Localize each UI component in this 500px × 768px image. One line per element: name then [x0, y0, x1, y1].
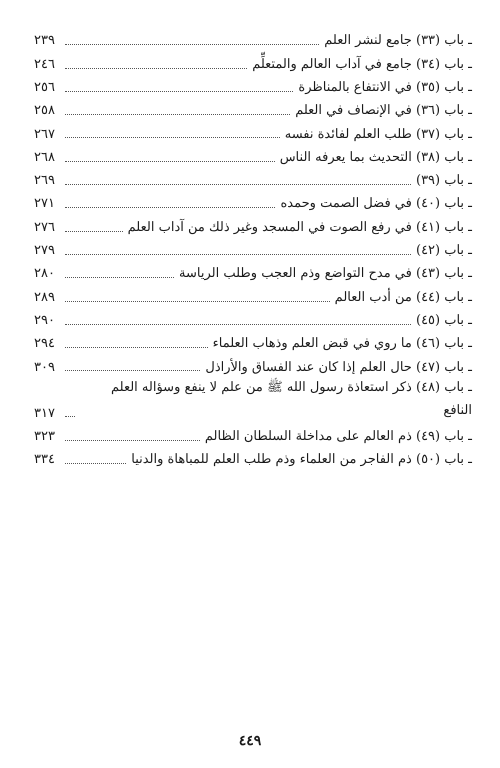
dot-leader [65, 254, 411, 255]
toc-entry-page: ٣٠٩ [34, 359, 55, 375]
toc-entry-title: ـ باب (٤٣) في مدح التواضع وذم العجب وطلب الرياسة [179, 266, 472, 282]
toc-entry [34, 49, 472, 72]
dot-leader [65, 207, 275, 208]
toc-entry [34, 73, 472, 96]
table-of-contents [34, 26, 472, 468]
toc-entry-page: ٢٥٦ [34, 79, 55, 95]
toc-entry-title: ـ باب (٣٧) طلب العلم لفائدة نفسه [284, 126, 472, 142]
dot-leader [65, 231, 123, 232]
toc-entry-title: ـ باب (٣٤) جامع في آداب العالم والمتعلِّم [252, 56, 472, 72]
dot-leader [65, 161, 275, 162]
toc-entry-page: ٢٨٩ [34, 289, 55, 305]
toc-entry-title: ـ باب (٣٣) جامع لنشر العلم [324, 33, 472, 49]
toc-entry-page: ٢٧١ [34, 196, 55, 212]
toc-entry-page: ٢٧٦ [34, 219, 55, 235]
toc-entry [34, 259, 472, 282]
dot-leader [65, 370, 200, 371]
toc-entry [34, 189, 472, 212]
toc-entry-page: ٣٢٣ [34, 428, 55, 444]
toc-entry-title: ـ باب (٤٢) [415, 243, 472, 259]
dot-leader [65, 184, 411, 185]
toc-entry [34, 236, 472, 259]
dot-leader [65, 324, 411, 325]
toc-entry-page: ٢٦٨ [34, 149, 55, 165]
toc-entry-page: ٢٣٩ [34, 33, 55, 49]
dot-leader [65, 68, 247, 69]
toc-entry [34, 142, 472, 165]
toc-entry [34, 26, 472, 49]
toc-entry [34, 306, 472, 329]
dot-leader [65, 277, 174, 278]
toc-entry [34, 445, 472, 468]
toc-entry [34, 166, 472, 189]
toc-entry [34, 375, 472, 421]
page-number: ٤٤٩ [238, 733, 262, 749]
toc-entry [34, 329, 472, 352]
toc-entry-page: ٢٧٩ [34, 243, 55, 259]
toc-entry-title: ـ باب (٤٩) ذم العالم على مداخلة السلطان الظالم [204, 428, 472, 444]
toc-entry-title: ـ باب (٣٩) [415, 173, 472, 189]
dot-leader [65, 114, 290, 115]
toc-entry [34, 212, 472, 235]
dot-leader [65, 301, 330, 302]
toc-entry [34, 421, 472, 444]
toc-entry-page: ٢٩٠ [34, 312, 55, 328]
toc-entry-page: ٢٨٠ [34, 266, 55, 282]
toc-entry-title: ـ باب (٤١) في رفع الصوت في المسجد وغير ذلك من آداب العلم [127, 219, 472, 235]
toc-entry-title: ـ باب (٥٠) ذم الفاجر من العلماء وذم طلب العلم للمباهاة والدنيا [131, 452, 472, 468]
toc-entry [34, 352, 472, 375]
dot-leader [65, 440, 200, 441]
toc-entry-title: ـ باب (٣٥) في الانتفاع بالمناظرة [298, 79, 472, 95]
dot-leader [65, 44, 319, 45]
dot-leader [65, 463, 126, 464]
toc-entry-title: ـ باب (٤٤) من أدب العالم [334, 289, 472, 305]
dot-leader [65, 416, 75, 417]
toc-entry-page: ٢٤٦ [34, 56, 55, 72]
toc-entry-title: ـ باب (٤٥) [415, 312, 472, 328]
toc-entry [34, 119, 472, 142]
toc-entry-page: ٣١٧ [34, 405, 55, 421]
dot-leader [65, 347, 208, 348]
toc-entry-title: ـ باب (٣٦) في الإنصاف في العلم [295, 103, 472, 119]
toc-entry-title: ـ باب (٤٨) ذكر استعاذة رسول الله ﷺ من علم لا ينفع وسؤاله العلم النافع [110, 380, 472, 419]
toc-entry-page: ٣٣٤ [34, 452, 55, 468]
toc-entry-title: ـ باب (٣٨) التحديث بما يعرفه الناس [279, 149, 472, 165]
toc-entry-title: ـ باب (٤٠) في فضل الصمت وحمده [280, 196, 472, 212]
toc-entry-title: ـ باب (٤٧) حال العلم إذا كان عند الفساق والأراذل [205, 359, 472, 375]
toc-entry [34, 282, 472, 305]
toc-entry-page: ٢٩٤ [34, 336, 55, 352]
toc-entry-title: ـ باب (٤٦) ما روي في قبض العلم وذهاب العلماء [212, 336, 472, 352]
toc-entry-page: ٢٥٨ [34, 103, 55, 119]
dot-leader [65, 137, 280, 138]
toc-entry-page: ٢٦٩ [34, 173, 55, 189]
dot-leader [65, 91, 293, 92]
toc-entry [34, 96, 472, 119]
toc-entry-page: ٢٦٧ [34, 126, 55, 142]
